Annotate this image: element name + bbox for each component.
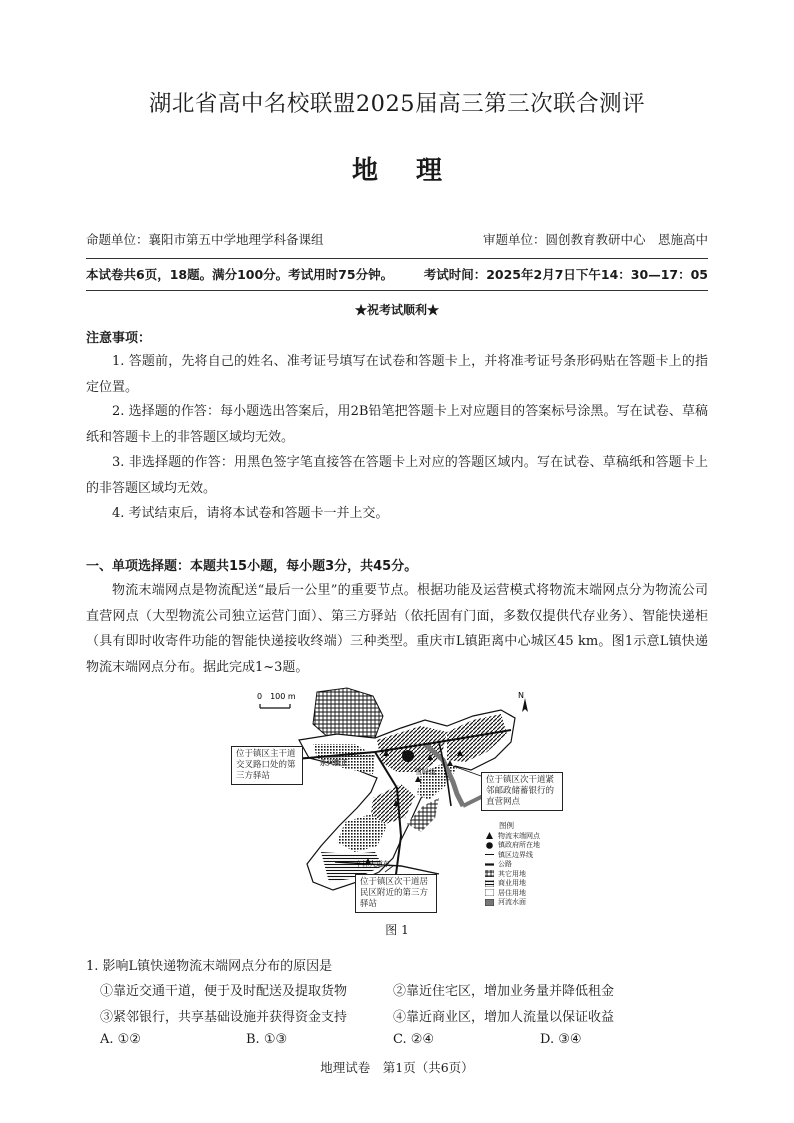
north-arrow: [522, 698, 528, 712]
legend-boundary: 镇区边界线: [485, 850, 565, 860]
authoring-row: [86, 230, 708, 248]
notice-item-2: 2. 选择题的作答：每小题选出答案后，用2B铅笔把答题卡上对应题目的答案标号涂黑。写在试卷、草稿纸和答题卡上的非答题区域均无效。: [86, 404, 708, 445]
figure-caption: 图 1: [385, 923, 409, 937]
exam-info-row: [86, 265, 708, 283]
figure-1-map: [225, 686, 565, 916]
q1-statement-4: ④靠近商业区，增加人流量以保证收益: [393, 1010, 615, 1025]
road-line-icon: [485, 861, 494, 868]
north-label: N: [518, 691, 524, 700]
exam-title: 湖北省高中名校联盟2025届高三第三次联合测评: [148, 91, 646, 117]
q1-option-c[interactable]: C. ②④: [393, 1032, 435, 1047]
hatch-swatch-icon: [485, 880, 494, 887]
section-heading: 一、单项选择题：本题共15小题，每小题3分，共45分。: [86, 559, 418, 574]
page-footer: 地理试卷 第1页（共6页）: [320, 1060, 474, 1075]
q1-option-b[interactable]: B. ①③: [246, 1032, 288, 1047]
notice-item-3: 3. 非选择题的作答：用黑色签字笔直接答在答题卡上对应的答题区域内。写在试卷、草稿纸和答题卡上的非答题区域均无效。: [86, 455, 708, 496]
road-label-2: 雪峰街: [415, 768, 436, 776]
scale-label: 0 100 m: [257, 692, 296, 701]
subject-title: 地理: [351, 156, 480, 186]
callout-bottom: 位于镇区次干道居民区附近的第三方驿站: [355, 874, 437, 913]
q1-statement-3: ③紧邻银行，共享基础设施并获得资金支持: [100, 1010, 348, 1025]
good-luck-banner: ★祝考试顺利★: [354, 303, 439, 317]
q1-option-a[interactable]: A. ①②: [100, 1032, 141, 1047]
callout-left: 位于镇区主干道交叉路口处的第三方驿站: [231, 746, 303, 785]
section-intro: 物流末端网点是物流配送“最后一公里”的重要节点。根据功能及运营模式将物流末端网点分为物流公司直营网点（大型物流公司独立运营门面）、第三方驿站（依托固有门面，多数仅提供代存业务）、智能快递柜（具有即时收寄件功能的智能快递接收终端）三种类型。重庆市L镇距离中心城区45 km。图1示意L镇快递物流末端网点分布。据此完成1~3题。: [86, 583, 708, 675]
legend-government: 镇政府所在地: [485, 841, 565, 851]
water-swatch-icon: [485, 899, 494, 906]
exam-time: 考试时间：2025年2月7日下午14：30—17：05: [423, 267, 708, 282]
dot-icon: [485, 842, 494, 849]
proposer-unit: 命题单位：襄阳市第五中学地理学科备课组: [86, 232, 324, 247]
q1-statement-1: ①靠近交通干道，便于及时配送及提取货物: [100, 984, 348, 999]
blank-swatch-icon: [485, 889, 494, 896]
road-label-3: 辛林大道东: [355, 860, 390, 868]
notice-item-1: 1. 答题前，先将自己的姓名、准考证号填写在试卷和答题卡上，并将准考证号条形码贴在答题卡上的指定位置。: [86, 354, 708, 395]
map-legend: [485, 820, 565, 907]
notice-heading: 注意事项：: [86, 331, 152, 346]
q1-option-d[interactable]: D. ③④: [540, 1032, 582, 1047]
legend-commercial: 商业用地: [485, 879, 565, 889]
header-divider-2: [86, 290, 708, 291]
legend-water: 河流水面: [485, 898, 565, 908]
legend-residential: 居住用地: [485, 888, 565, 898]
legend-other-land: 其它用地: [485, 869, 565, 879]
legend-logistics-point: 物流末端网点: [485, 831, 565, 841]
legend-road: 公路: [485, 860, 565, 870]
scale-bar: [260, 704, 290, 708]
road-label-1: 永兴街正: [320, 759, 348, 767]
legend-title: 图例: [499, 821, 514, 830]
government-seat-marker: [402, 750, 414, 762]
paper-info: 本试卷共6页，18题。满分100分。考试用时75分钟。: [86, 267, 394, 282]
callout-right: 位于镇区次干道紧邻邮政储蓄银行的直营网点: [481, 772, 563, 811]
q1-statement-2: ②靠近住宅区，增加业务量并降低租金: [393, 984, 615, 999]
boundary-line-icon: [485, 851, 494, 858]
triangle-icon: [485, 832, 494, 839]
reviewer-unit: 审题单位：圆创教育教研中心 恩施高中: [482, 232, 708, 247]
notice-item-4: 4. 考试结束后，请将本试卷和答题卡一并上交。: [112, 506, 389, 521]
question-1-stem: 1. 影响L镇快递物流末端网点分布的原因是: [86, 959, 333, 974]
header-divider-1: [86, 258, 708, 259]
crosshatch-swatch-icon: [485, 870, 494, 877]
